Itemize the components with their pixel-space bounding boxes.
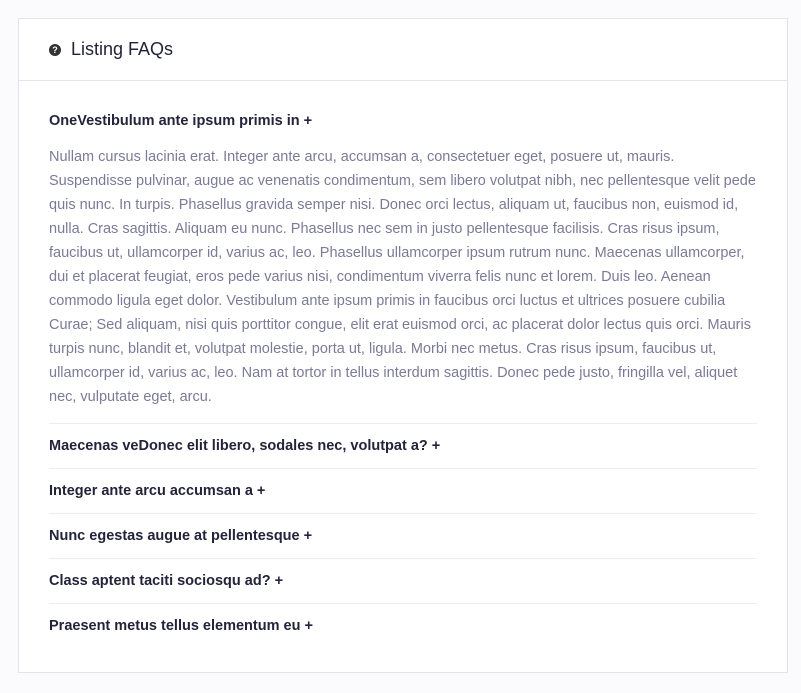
faq-question[interactable]: Integer ante arcu accumsan a + (49, 469, 757, 514)
faq-answer: Nullam cursus lacinia erat. Integer ante arcu, accumsan a, consectetuer eget, posuere ut, mauris. Suspendisse pulvinar, augue ac venenatis condimentum, sem libero volutpat nibh, nec pellentesque velit pede quis nunc. In turpis. Phasellus gravida semper nisi. Donec orci lectus, aliquam ut, faucibus non, euismod id, nulla. Cras sagittis. Aliquam eu nunc. Phasellus nec sem in justo pellentesque facilisis. Cras risus ipsum, faucibus ut, ullamcorper id, varius ac, leo. Phasellus ullamcorper ipsum rutrum nunc. Maecenas ullamcorper, dui et placerat feugiat, eros pede varius nisi, condimentum viverra felis nunc et lorem. Duis leo. Aenean commodo ligula eget dolor. Vestibulum ante ipsum primis in faucibus orci luctus et ultrices posuere cubilia Curae; Sed aliquam, nisi quis porttitor congue, elit erat euismod orci, ac placerat dolor lectus quis orci. Mauris turpis nunc, blandit et, volutpat molestie, porta ut, ligula. Morbi nec metus. Cras risus ipsum, faucibus ut, ullamcorper id, varius ac, leo. Nam at tortor in tellus interdum sagittis. Donec pede justo, fringilla vel, aliquet nec, vulputate eget, arcu. (49, 141, 757, 424)
faq-list (19, 81, 787, 648)
question-circle-icon: ? (49, 44, 61, 56)
faq-question[interactable]: Nunc egestas augue at pellentesque + (49, 514, 757, 559)
faq-question[interactable]: Maecenas veDonec elit libero, sodales nec, volutpat a? + (49, 424, 757, 469)
faq-question[interactable]: Class aptent taciti sociosqu ad? + (49, 559, 757, 604)
card-title: Listing FAQs (71, 39, 174, 59)
faq-question[interactable]: OneVestibulum ante ipsum primis in + (49, 113, 313, 129)
faq-card (18, 18, 788, 673)
card-header (19, 19, 787, 81)
faq-question[interactable]: Praesent metus tellus elementum eu + (49, 618, 313, 634)
